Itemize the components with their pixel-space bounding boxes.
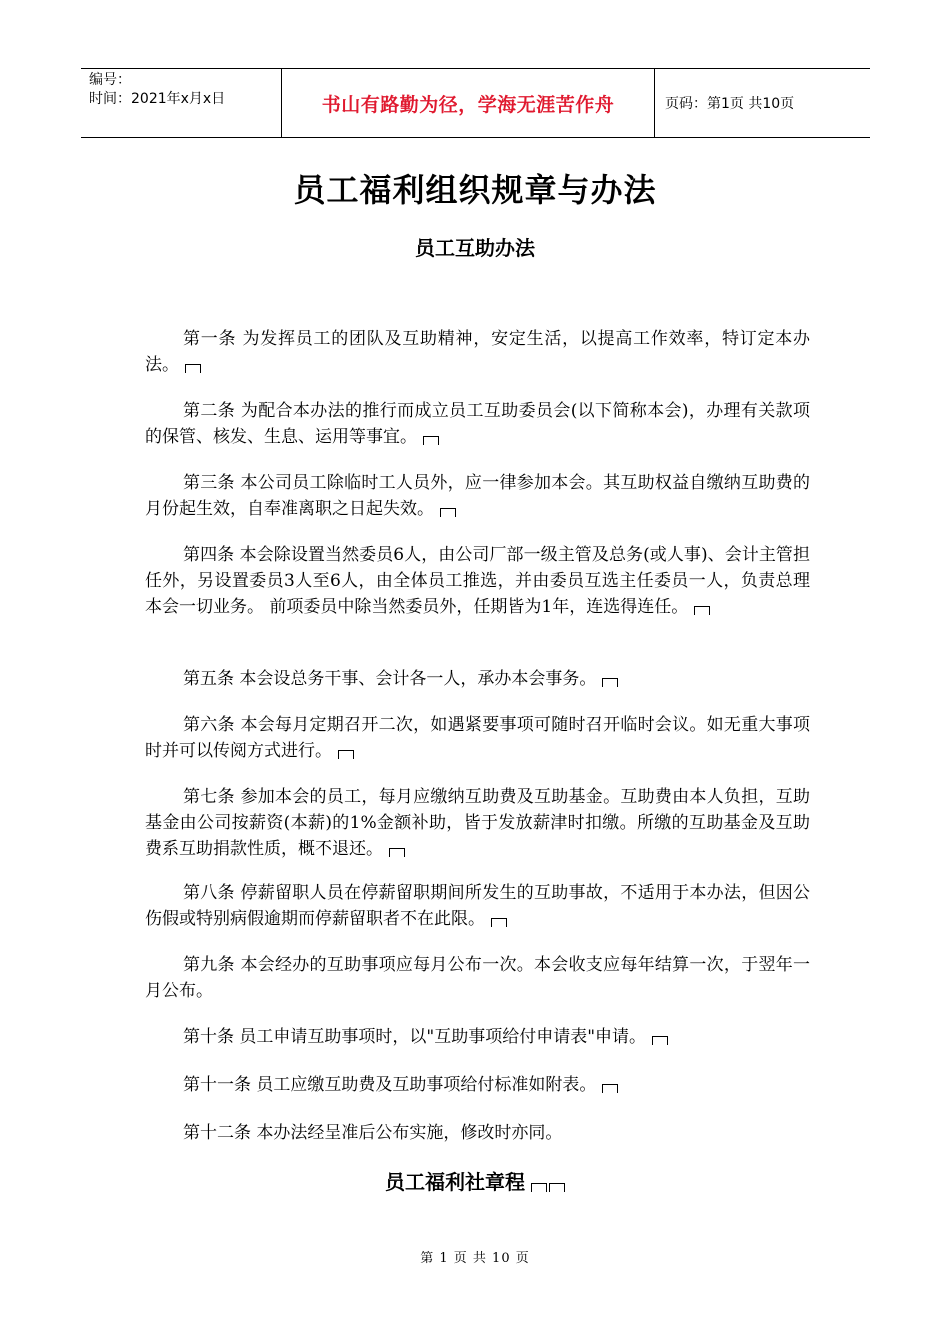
document-header — [81, 68, 870, 138]
article-10: 第十条 员工申请互助事项时，以"互助事项给付申请表"申请。 — [145, 1024, 810, 1050]
article-6: 第六条 本会每月定期召开二次，如遇紧要事项可随时召开临时会议。如无重大事项时并可以传阅方式进行。 — [145, 715, 810, 761]
time-label: 时间：2021年x月x日 — [89, 91, 226, 107]
header-meta — [81, 69, 282, 137]
paragraph-mark-icon — [423, 436, 439, 445]
paragraph-mark-icon — [491, 918, 507, 927]
article-9: 第九条 本会经办的互助事项应每月公布一次。本会收支应每年结算一次，于翌年一月公布。 — [145, 955, 810, 1001]
paragraph-mark-icon — [440, 508, 456, 517]
article-4: 第四条 本会除设置当然委员6人，由公司厂部一级主管及总务(或人事)、会计主管担任外，另设置委员3人至6人，由全体员工推选，并由委员互选主任委员一人，负责总理本会一切业务。 前项委员中除当然委员外，任期皆为1年，连选得连任。 — [145, 545, 810, 617]
article-8: 第八条 停薪留职人员在停薪留职期间所发生的互助事故，不适用于本办法，但因公伤假或特别病假逾期而停薪留职者不在此限。 — [145, 883, 810, 929]
document-title: 员工福利组织规章与办法 — [293, 171, 657, 209]
header-page-info: 页码：第1页 共10页 — [665, 96, 795, 112]
paragraph-mark-icon — [549, 1183, 565, 1192]
article-12: 第十二条 本办法经呈准后公布实施，修改时亦同。 — [183, 1123, 563, 1143]
paragraph-mark-icon — [602, 1084, 618, 1093]
number-label: 编号： — [89, 72, 131, 88]
paragraph-mark-icon — [389, 848, 405, 857]
article-5: 第五条 本会设总务干事、会计各一人，承办本会事务。 — [145, 666, 810, 692]
paragraph-mark-icon — [652, 1036, 668, 1045]
article-11: 第十一条 员工应缴互助费及互助事项给付标准如附表。 — [145, 1072, 810, 1098]
section-title-mutual-aid: 员工互助办法 — [415, 236, 535, 260]
article-3: 第三条 本公司员工除临时工人员外，应一律参加本会。其互助权益自缴纳互助费的月份起生效，自奉准离职之日起失效。 — [145, 473, 810, 519]
article-1: 第一条 为发挥员工的团队及互助精神，安定生活，以提高工作效率，特订定本办法。 — [145, 329, 810, 375]
paragraph-mark-icon — [338, 750, 354, 759]
paragraph-mark-icon — [531, 1183, 547, 1192]
header-motto: 书山有路勤为径，学海无涯苦作舟 — [282, 69, 655, 137]
page-footer: 第 1 页 共 10 页 — [420, 1251, 530, 1266]
section-title-welfare-club: 员工福利社章程 — [0, 1166, 950, 1195]
article-2: 第二条 为配合本办法的推行而成立员工互助委员会(以下简称本会)，办理有关款项的保管、核发、生息、运用等事宜。 — [145, 401, 810, 447]
article-7: 第七条 参加本会的员工，每月应缴纳互助费及互助基金。互助费由本人负担，互助基金由公司按薪资(本薪)的1%金额补助，皆于发放薪津时扣缴。所缴的互助基金及互助费系互助捐款性质，概不退还。 — [145, 787, 810, 859]
paragraph-mark-icon — [694, 606, 710, 615]
paragraph-mark-icon — [602, 678, 618, 687]
paragraph-mark-icon — [185, 364, 201, 373]
